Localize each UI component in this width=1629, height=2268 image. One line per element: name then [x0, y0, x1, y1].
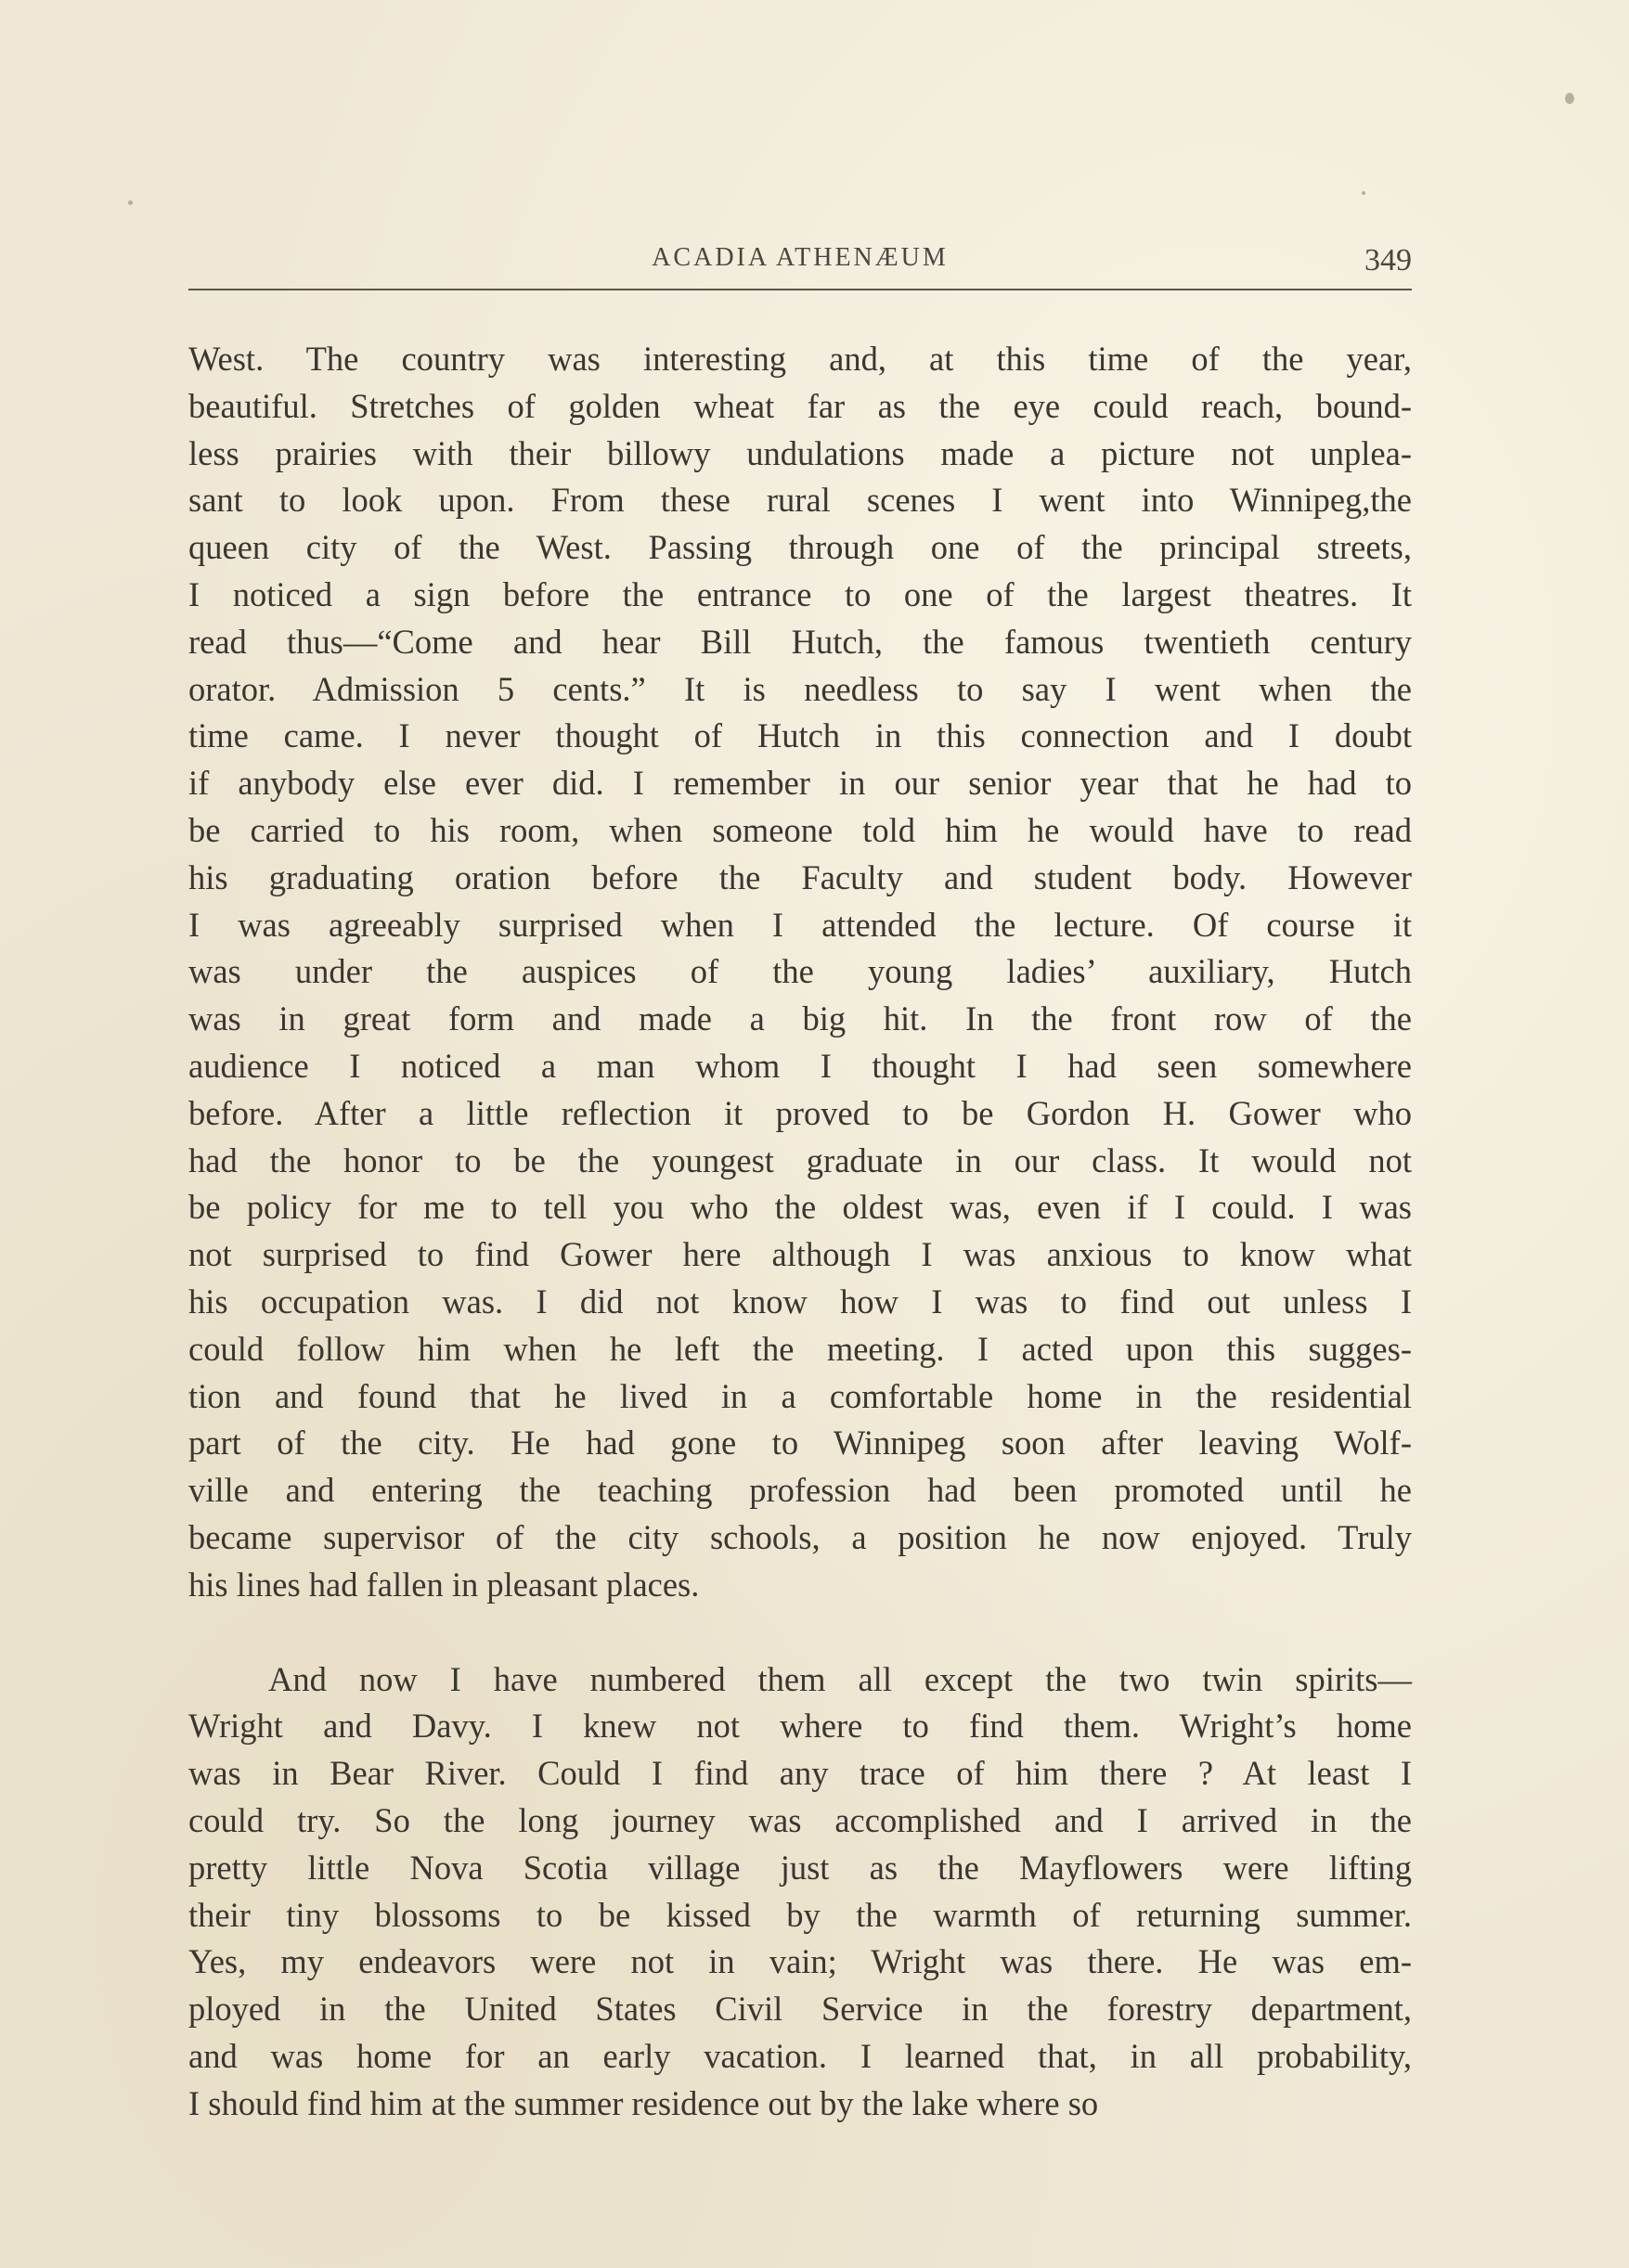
- text-line: before. After a little reflection it proved to be Gordon H. Gower who: [188, 1093, 1412, 1132]
- text-line: his lines had fallen in pleasant places.: [188, 1565, 700, 1604]
- running-title: ACADIA ATHENÆUM: [652, 243, 949, 272]
- paper-speck: [1362, 191, 1365, 195]
- text-line: was in Bear River. Could I find any trace of him there ? At least I: [188, 1754, 1412, 1793]
- text-line: had the honor to be the youngest graduate in our class. It would not: [188, 1140, 1412, 1179]
- text-line: I should find him at the summer residence out by the lake where so: [188, 2083, 1099, 2122]
- text-line: their tiny blossoms to be kissed by the warmth of returning summer.: [188, 1895, 1412, 1934]
- text-line: I noticed a sign before the entrance to one of the largest theatres. It: [188, 574, 1412, 613]
- text-line: ville and entering the teaching profession had been promoted until he: [188, 1471, 1412, 1510]
- text-line: tion and found that he lived in a comfortable home in the residential: [188, 1376, 1412, 1415]
- paragraph: [188, 1656, 1412, 2128]
- text-line: And now I have numbered them all except the two twin spirits—: [268, 1659, 1412, 1698]
- text-line: his graduating oration before the Faculty and student body. However: [188, 857, 1412, 896]
- text-line: orator. Admission 5 cents.” It is needless to say I went when the: [188, 669, 1412, 708]
- body-text: [188, 336, 1412, 2127]
- text-line: time came. I never thought of Hutch in this connection and I doubt: [188, 716, 1412, 755]
- text-line: Wright and Davy. I knew not where to find them. Wright’s home: [188, 1707, 1412, 1746]
- paper-speck: [1565, 93, 1574, 104]
- text-line: audience I noticed a man whom I thought I had seen somewhere: [188, 1046, 1412, 1085]
- header-rule: [188, 289, 1412, 290]
- text-line: ployed in the United States Civil Service in the forestry department,: [188, 1990, 1412, 2029]
- text-line: read thus—“Come and hear Bill Hutch, the famous twentieth century: [188, 622, 1412, 661]
- text-line: his occupation was. I did not know how I was to find out unless I: [188, 1282, 1412, 1321]
- page-header: [188, 243, 1412, 295]
- text-line: was in great form and made a big hit. In the front row of the: [188, 999, 1412, 1038]
- text-line: Yes, my endeavors were not in vain; Wright was there. He was em-: [188, 1942, 1412, 1981]
- text-line: part of the city. He had gone to Winnipeg soon after leaving Wolf-: [188, 1424, 1412, 1463]
- text-line: I was agreeably surprised when I attended the lecture. Of course it: [188, 905, 1412, 944]
- text-line: and was home for an early vacation. I learned that, in all probability,: [188, 2036, 1412, 2075]
- text-line: if anybody else ever did. I remember in our senior year that he had to: [188, 764, 1412, 803]
- page-number: 349: [1364, 243, 1412, 277]
- text-line: West. The country was interesting and, at this time of the year,: [188, 340, 1412, 378]
- text-line: became supervisor of the city schools, a position he now enjoyed. Truly: [188, 1517, 1412, 1556]
- paper-speck: [128, 200, 133, 205]
- text-line: less prairies with their billowy undulations made a picture not unplea-: [188, 433, 1412, 472]
- text-line: pretty little Nova Scotia village just as the Mayflowers were lifting: [188, 1848, 1412, 1887]
- paragraph: [188, 336, 1412, 1609]
- text-line: was under the auspices of the young ladies’ auxiliary, Hutch: [188, 952, 1412, 991]
- text-line: queen city of the West. Passing through one of the principal streets,: [188, 528, 1412, 567]
- text-line: could try. So the long journey was accomplished and I arrived in the: [188, 1800, 1412, 1839]
- text-line: sant to look upon. From these rural scenes I went into Winnipeg,the: [188, 481, 1412, 520]
- text-line: be policy for me to tell you who the oldest was, even if I could. I was: [188, 1188, 1412, 1227]
- text-line: could follow him when he left the meeting. I acted upon this sugges-: [188, 1329, 1412, 1368]
- text-line: beautiful. Stretches of golden wheat far as the eye could reach, bound-: [188, 386, 1412, 425]
- text-line: be carried to his room, when someone told him he would have to read: [188, 810, 1412, 849]
- text-line: not surprised to find Gower here although I was anxious to know what: [188, 1235, 1412, 1274]
